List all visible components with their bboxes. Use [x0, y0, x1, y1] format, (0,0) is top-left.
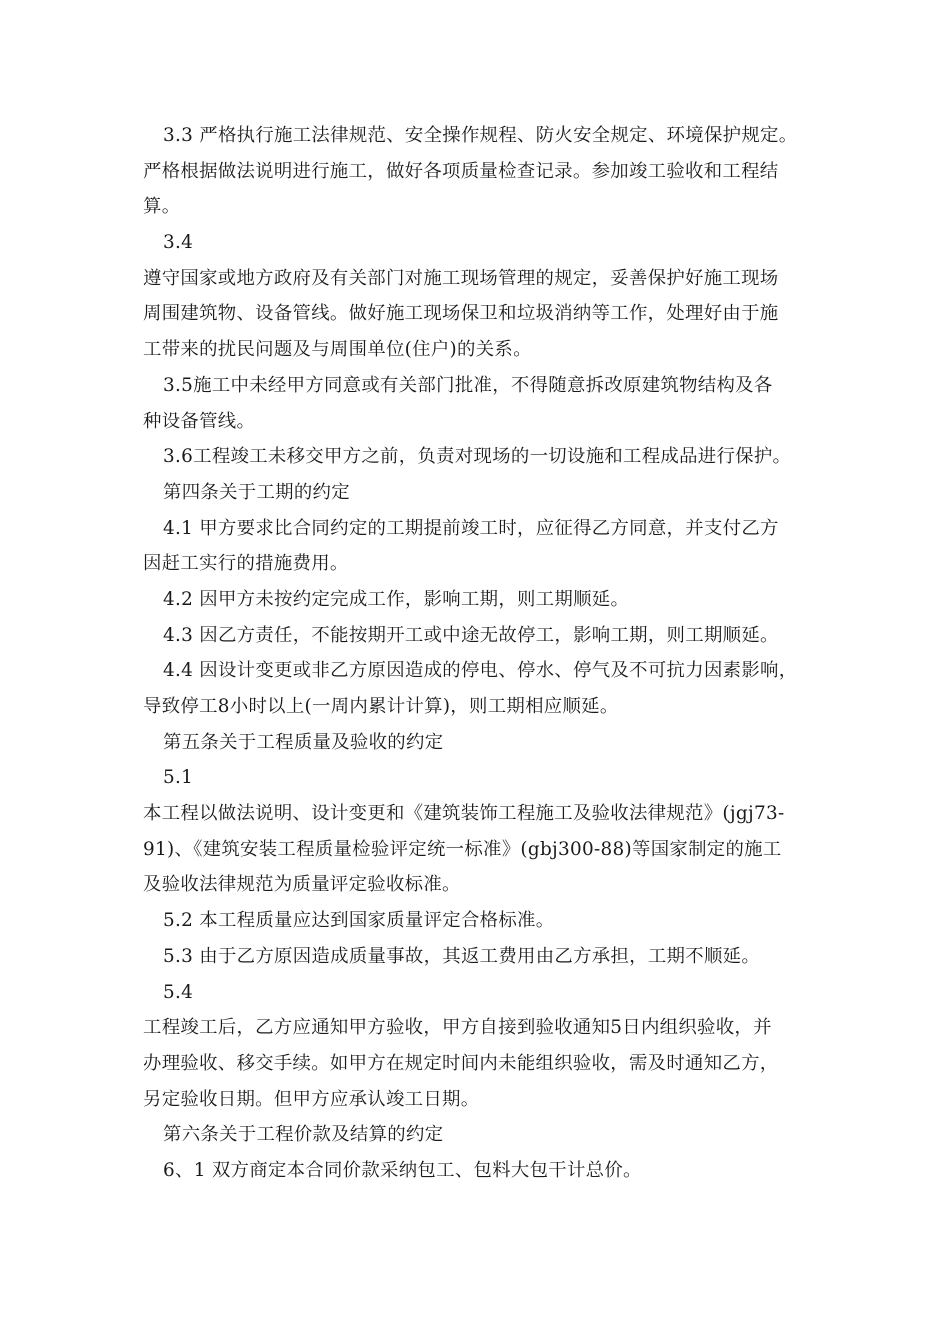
text-line: 5.3 由于乙方原因造成质量事故，其返工费用由乙方承担，工期不顺延。 — [163, 945, 761, 967]
section-heading: 第四条关于工期的约定 — [163, 481, 350, 503]
text-line: 导致停工8小时以上(一周内累计计算)，则工期相应顺延。 — [143, 696, 619, 717]
text-line: 严格根据做法说明进行施工，做好各项质量检查记录。参加竣工验收和工程结 — [143, 160, 779, 182]
text-line: 4.2 因甲方未按约定完成工作，影响工期，则工期顺延。 — [163, 588, 630, 610]
text-line: 工带来的扰民问题及与周围单位(住户)的关系。 — [143, 339, 532, 361]
text-line: 4.1 甲方要求比合同约定的工期提前竣工时，应征得乙方同意，并支付乙方 — [163, 517, 779, 539]
text-line: 91)、《建筑安装工程质量检验评定统一标准》(gbj300-88)等国家制定的施工 — [143, 838, 782, 860]
text-line: 种设备管线。 — [143, 410, 256, 432]
document-body — [143, 118, 813, 1189]
text-line: 5.4 — [163, 981, 194, 1003]
text-line: 本工程以做法说明、设计变更和《建筑装饰工程施工及验收法律规范》(jgj73- — [143, 803, 785, 825]
text-line: 算。 — [143, 196, 181, 218]
text-line: 5.2 本工程质量应达到国家质量评定合格标准。 — [163, 910, 555, 932]
text-line: 6、1 双方商定本合同价款采纳包工、包料大包干计总价。 — [163, 1159, 642, 1181]
text-line: 另定验收日期。但甲方应承认竣工日期。 — [143, 1088, 480, 1110]
text-line: 因赶工实行的措施费用。 — [143, 553, 349, 575]
text-line: 及验收法律规范为质量评定验收标准。 — [143, 874, 461, 896]
section-heading: 第六条关于工程价款及结算的约定 — [163, 1124, 444, 1146]
text-line: 周围建筑物、设备管线。做好施工现场保卫和垃圾消纳等工作，处理好由于施 — [143, 303, 779, 325]
text-line: 工程竣工后，乙方应通知甲方验收，甲方自接到验收通知5日内组织验收，并 — [143, 1017, 772, 1039]
text-line: 3.5施工中未经甲方同意或有关部门批准，不得随意拆改原建筑物结构及各 — [163, 374, 773, 396]
text-line: 遵守国家或地方政府及有关部门对施工现场管理的规定，妥善保护好施工现场 — [143, 267, 779, 289]
text-line: 3.3 严格执行施工法律规范、安全操作规程、防火安全规定、环境保护规定。 — [163, 125, 798, 146]
text-line: 5.1 — [163, 767, 194, 789]
text-line: 办理验收、移交手续。如甲方在规定时间内未能组织验收，需及时通知乙方， — [143, 1052, 779, 1074]
text-line: 4.3 因乙方责任，不能按期开工或中途无故停工，影响工期，则工期顺延。 — [163, 624, 779, 646]
text-line: 3.4 — [163, 232, 194, 254]
section-heading: 第五条关于工程质量及验收的约定 — [163, 731, 444, 753]
text-line: 3.6工程竣工未移交甲方之前，负责对现场的一切设施和工程成品进行保护。 — [163, 446, 792, 468]
text-line: 4.4 因设计变更或非乙方原因造成的停电、停水、停气及不可抗力因素影响， — [163, 660, 798, 682]
